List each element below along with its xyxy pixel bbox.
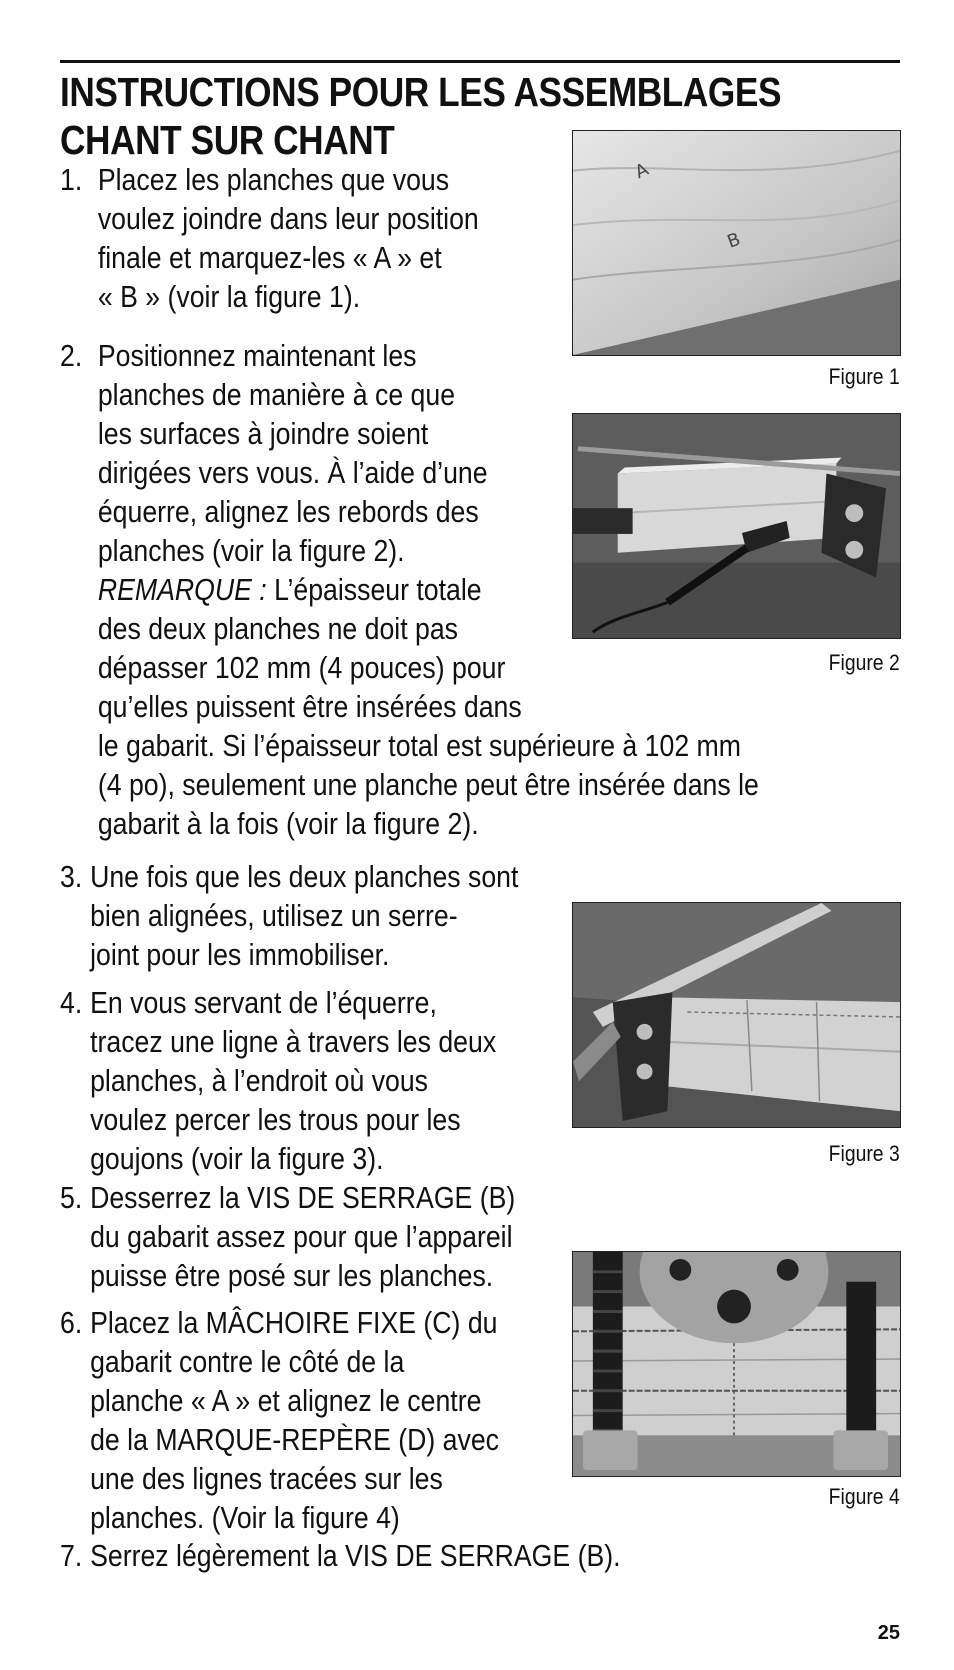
step-text-line: joint pour les immobiliser.: [90, 937, 390, 972]
step-text-line: finale et marquez-les « A » et: [97, 240, 442, 275]
page-number: 25: [877, 1622, 900, 1644]
mark-b: B: [724, 228, 744, 253]
note-line: gabarit à la fois (voir la figure 2).: [97, 806, 479, 841]
step-text-line: planche « A » et alignez le centre: [90, 1383, 482, 1418]
step-text-line: Une fois que les deux planches sont: [90, 859, 519, 894]
step-text-line: Serrez légèrement la VIS DE SERRAGE (B).: [90, 1538, 621, 1573]
step-number: 3.: [60, 859, 83, 894]
top-rule: [60, 60, 900, 63]
step-text-line: de la MARQUE-REPÈRE (D) avec: [90, 1422, 499, 1457]
figure-3-photo: [572, 902, 901, 1128]
marking-lines-illustration: [573, 903, 900, 1127]
boards-marked-illustration: [573, 131, 900, 355]
step-text-line: gabarit contre le côté de la: [90, 1344, 405, 1379]
step-4: [60, 983, 496, 1178]
step-text-line: « B » (voir la figure 1).: [97, 279, 361, 314]
step-text-line: voulez percer les trous pour les: [90, 1102, 461, 1137]
figure-4-photo: [572, 1251, 901, 1477]
clamped-boards-illustration: [573, 414, 900, 638]
step-3: [60, 857, 518, 974]
note-label: REMARQUE :: [97, 572, 267, 607]
step-7: [60, 1536, 621, 1575]
jig-on-boards-illustration: [573, 1252, 900, 1476]
note-line: dépasser 102 mm (4 pouces) pour: [97, 650, 506, 685]
title-line-2: CHANT SUR CHANT: [60, 117, 395, 163]
figure-3-caption: Figure 3: [828, 1141, 900, 1166]
step-number: 7.: [60, 1538, 83, 1573]
figure-2-caption: Figure 2: [828, 650, 900, 675]
step-text-line: Positionnez maintenant les: [97, 338, 417, 373]
step-text-line: tracez une ligne à travers les deux: [90, 1024, 497, 1059]
step-text-line: dirigées vers vous. À l’aide d’une: [97, 455, 488, 490]
figure-1-caption: Figure 1: [828, 364, 900, 389]
step-text-line: planches de manière à ce que: [97, 377, 456, 412]
step-text-line: équerre, alignez les rebords des: [97, 494, 479, 529]
step-text-line: goujons (voir la figure 3).: [90, 1141, 384, 1176]
step-1: [60, 160, 479, 316]
note-line: qu’elles puissent être insérées dans: [97, 689, 522, 724]
step-text-line: planches. (Voir la figure 4): [90, 1500, 400, 1535]
figure-1-photo: [572, 130, 901, 356]
step-number: 4.: [60, 985, 83, 1020]
note-line: le gabarit. Si l’épaisseur total est supérieure à 102 mm: [97, 728, 741, 763]
step-text-line: les surfaces à joindre soient: [97, 416, 429, 451]
figure-4-caption: Figure 4: [828, 1484, 900, 1509]
step-text-line: planches, à l’endroit où vous: [90, 1063, 429, 1098]
step-text-line: bien alignées, utilisez un serre-: [90, 898, 458, 933]
note-line: des deux planches ne doit pas: [97, 611, 459, 646]
step-text-line: En vous servant de l’équerre,: [90, 985, 437, 1020]
note-line: (4 po), seulement une planche peut être insérée dans le: [97, 767, 759, 802]
step-text-line: une des lignes tracées sur les: [90, 1461, 443, 1496]
figure-2-photo: [572, 413, 901, 639]
title-line-1: INSTRUCTIONS POUR LES ASSEMBLAGES: [60, 69, 782, 115]
step-text-line: Desserrez la VIS DE SERRAGE (B): [90, 1180, 516, 1215]
step-number: 2.: [60, 338, 83, 373]
step-6: [60, 1303, 499, 1537]
step-number: 1.: [60, 162, 83, 197]
step-number: 6.: [60, 1305, 83, 1340]
step-text-line: planches (voir la figure 2).: [97, 533, 405, 568]
mark-a: A: [631, 158, 652, 184]
note-text: L’épaisseur totale: [266, 572, 482, 607]
step-text-line: voulez joindre dans leur position: [97, 201, 479, 236]
step-text-line: Placez la MÂCHOIRE FIXE (C) du: [90, 1305, 498, 1340]
step-text-line: puisse être posé sur les planches.: [90, 1258, 494, 1293]
step-text-line: du gabarit assez pour que l’appareil: [90, 1219, 513, 1254]
step-5: [60, 1178, 515, 1295]
step-number: 5.: [60, 1180, 83, 1215]
step-text-line: Placez les planches que vous: [97, 162, 450, 197]
